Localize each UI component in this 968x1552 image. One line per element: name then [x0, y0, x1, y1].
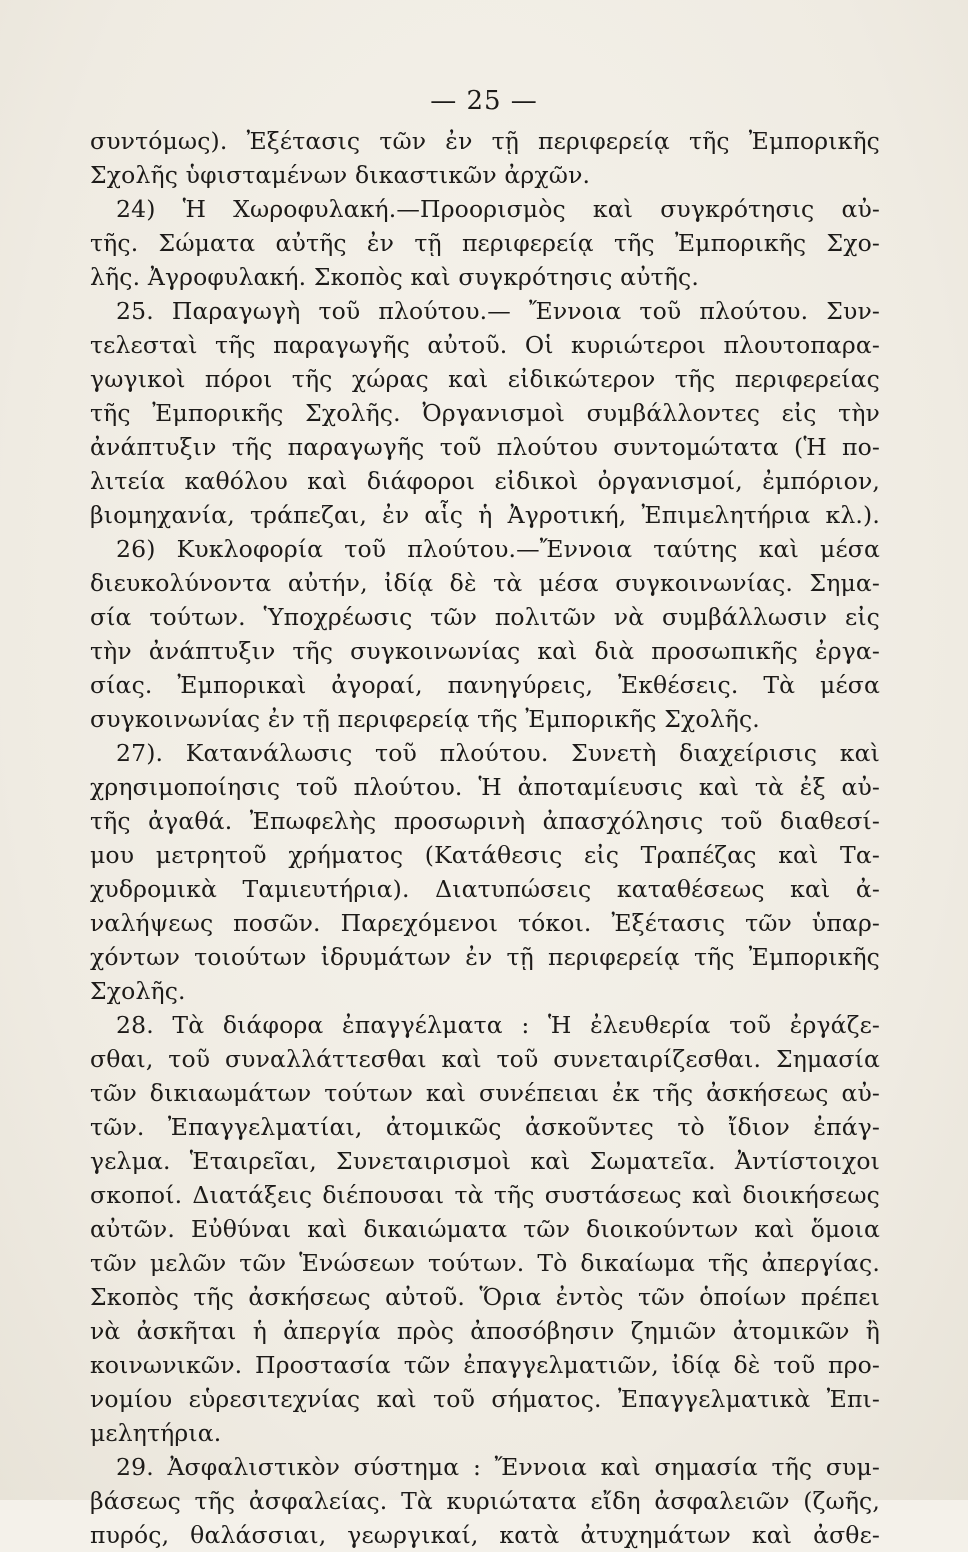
text-line: τῆς. Σώματα αὐτῆς ἐν τῇ περιφερείᾳ τῆς Ἐμπορικῆς Σχο- [90, 229, 880, 257]
text-line: Σχολῆς ὑφισταμένων δικαστικῶν ἀρχῶν. [90, 161, 591, 189]
text-line: τελεσταὶ τῆς παραγωγῆς αὐτοῦ. Οἱ κυριώτεροι πλουτοπαρα- [90, 331, 880, 359]
body-text [90, 124, 880, 1552]
text-line: μελητήρια. [90, 1419, 222, 1447]
text-line: κοινωνικῶν. Προστασία τῶν ἐπαγγελματιῶν, ἰδίᾳ δὲ τοῦ προ- [90, 1351, 880, 1379]
text-line: ναλήψεως ποσῶν. Παρεχόμενοι τόκοι. Ἐξέτασις τῶν ὑπαρ- [90, 909, 880, 937]
text-line: νομίου εὑρεσιτεχνίας καὶ τοῦ σήματος. Ἐπαγγελματικὰ Ἐπι- [90, 1385, 880, 1413]
text-line: τῆς Ἐμπορικῆς Σχολῆς. Ὀργανισμοὶ συμβάλλοντες εἰς τὴν [90, 399, 880, 427]
text-line: νὰ ἀσκῆται ἡ ἀπεργία πρὸς ἀποσόβησιν ζημιῶν ἀτομικῶν ἢ [90, 1317, 880, 1345]
text-line: Σκοπὸς τῆς ἀσκήσεως αὐτοῦ. Ὅρια ἐντὸς τῶν ὁποίων πρέπει [90, 1283, 880, 1311]
text-line: Σχολῆς. [90, 977, 186, 1005]
text-line: τῶν. Ἐπαγγελματίαι, ἀτομικῶς ἀσκοῦντες τὸ ἴδιον ἐπάγ- [90, 1113, 880, 1141]
text-line: γελμα. Ἑταιρεῖαι, Συνεταιρισμοὶ καὶ Σωματεῖα. Ἀντίστοιχοι [90, 1147, 880, 1175]
text-line: 26) Κυκλοφορία τοῦ πλούτου.—Ἔννοια ταύτης καὶ μέσα [116, 535, 880, 563]
text-line: βιομηχανία, τράπεζαι, ἐν αἷς ἡ Ἀγροτική, Ἐπιμελητήρια κλ.). [90, 501, 880, 529]
text-line: σίας. Ἐμπορικαὶ ἀγοραί, πανηγύρεις, Ἐκθέσεις. Τὰ μέσα [90, 671, 880, 699]
text-line: χρησιμοποίησις τοῦ πλούτου. Ἡ ἀποταμίευσις καὶ τὰ ἐξ αὐ- [90, 773, 880, 801]
text-line: αὐτῶν. Εὐθύναι καὶ δικαιώματα τῶν διοικούντων καὶ ὅμοια [90, 1215, 880, 1243]
text-line: σία τούτων. Ὑποχρέωσις τῶν πολιτῶν νὰ συμβάλλωσιν εἰς [90, 603, 880, 631]
text-line: 27). Κατανάλωσις τοῦ πλούτου. Συνετὴ διαχείρισις καὶ [116, 739, 880, 767]
text-line: σθαι, τοῦ συναλλάττεσθαι καὶ τοῦ συνεταιρίζεσθαι. Σημασία [90, 1045, 880, 1073]
text-line: διευκολύνοντα αὐτήν, ἰδίᾳ δὲ τὰ μέσα συγκοινωνίας. Σημα- [90, 569, 880, 597]
text-line: λιτεία καθόλου καὶ διάφοροι εἰδικοὶ ὀργανισμοί, ἐμπόριον, [90, 467, 880, 495]
text-line: γωγικοὶ πόροι τῆς χώρας καὶ εἰδικώτερον τῆς περιφερείας [90, 365, 880, 393]
text-line: λῆς. Ἀγροφυλακή. Σκοπὸς καὶ συγκρότησις αὐτῆς. [90, 263, 699, 291]
page-number: — 25 — [430, 86, 538, 116]
text-line: μου μετρητοῦ χρήματος (Κατάθεσις εἰς Τραπέζας καὶ Τα- [90, 841, 880, 869]
text-line: συντόμως). Ἐξέτασις τῶν ἐν τῇ περιφερείᾳ τῆς Ἐμπορικῆς [90, 127, 880, 155]
text-line: 24) Ἡ Χωροφυλακή.—Προορισμὸς καὶ συγκρότησις αὐ- [116, 195, 880, 223]
text-line: 28. Τὰ διάφορα ἐπαγγέλματα : Ἡ ἐλευθερία τοῦ ἐργάζε- [116, 1011, 880, 1039]
text-line: βάσεως τῆς ἀσφαλείας. Τὰ κυριώτατα εἴδη ἀσφαλειῶν (ζωῆς, [90, 1487, 880, 1515]
text-line: τῆς ἀγαθά. Ἐπωφελὴς προσωρινὴ ἀπασχόλησις τοῦ διαθεσί- [90, 807, 880, 835]
text-line: σκοποί. Διατάξεις διέπουσαι τὰ τῆς συστάσεως καὶ διοικήσεως [90, 1181, 880, 1209]
text-line: 25. Παραγωγὴ τοῦ πλούτου.— Ἔννοια τοῦ πλούτου. Συν- [116, 297, 880, 325]
text-line: 29. Ἀσφαλιστικὸν σύστημα : Ἔννοια καὶ σημασία τῆς συμ- [116, 1453, 880, 1481]
text-line: τῶν δικιαωμάτων τούτων καὶ συνέπειαι ἐκ τῆς ἀσκήσεως αὐ- [90, 1079, 880, 1107]
text-line: χόντων τοιούτων ἱδρυμάτων ἐν τῇ περιφερείᾳ τῆς Ἐμπορικῆς [90, 943, 880, 971]
text-line: τὴν ἀνάπτυξιν τῆς συγκοινωνίας καὶ διὰ προσωπικῆς ἐργα- [90, 637, 880, 665]
text-line: χυδρομικὰ Ταμιευτήρια). Διατυπώσεις καταθέσεως καὶ ἀ- [90, 875, 880, 903]
text-line: ἀνάπτυξιν τῆς παραγωγῆς τοῦ πλούτου συντομώτατα (Ἡ πο- [90, 433, 880, 461]
text-line: πυρός, θαλάσσιαι, γεωργικαί, κατὰ ἀτυχημάτων καὶ ἀσθε- [90, 1521, 880, 1549]
text-line: συγκοινωνίας ἐν τῇ περιφερείᾳ τῆς Ἐμπορικῆς Σχολῆς. [90, 705, 760, 733]
text-line: τῶν μελῶν τῶν Ἑνώσεων τούτων. Τὸ δικαίωμα τῆς ἀπεργίας. [90, 1249, 880, 1277]
